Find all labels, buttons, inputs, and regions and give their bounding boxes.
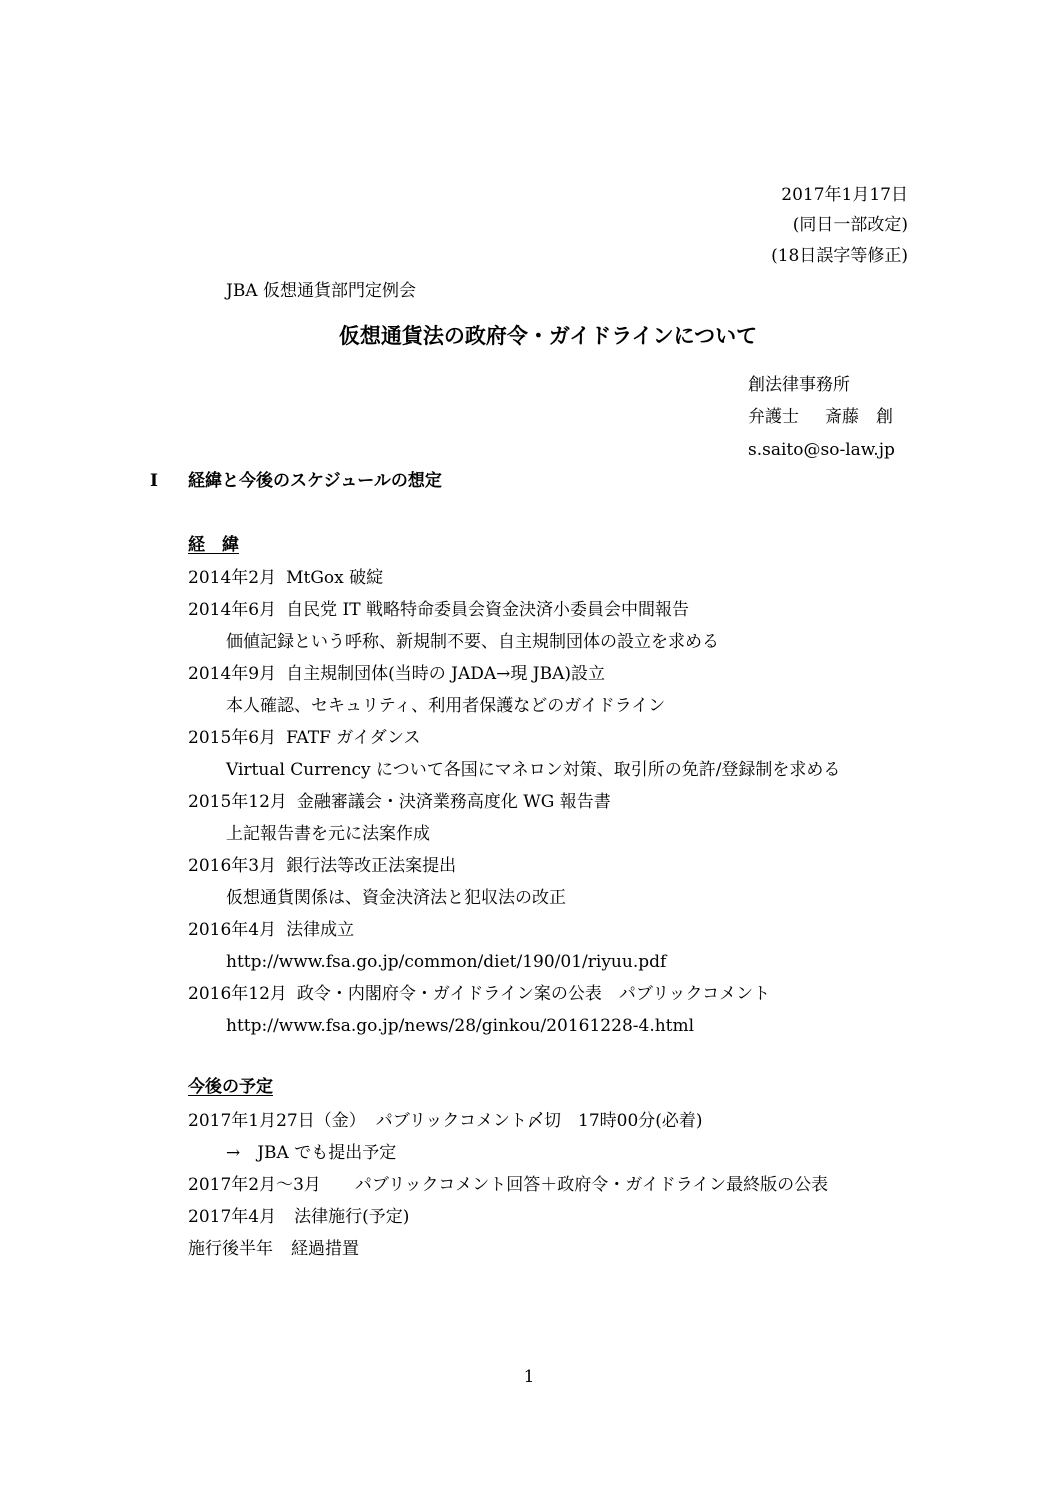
entry-date: 2014年9月 bbox=[188, 664, 277, 684]
document-title: 仮想通貨法の政府令・ガイドラインについて bbox=[338, 323, 758, 348]
entry-note: 価値記録という呼称、新規制不要、自主規制団体の設立を求める bbox=[226, 632, 719, 652]
entry-text: 経過措置 bbox=[291, 1239, 359, 1259]
entry-link[interactable]: http://www.fsa.go.jp/news/28/ginkou/20161228-4.html bbox=[226, 1016, 695, 1036]
entry-date: 2015年6月 bbox=[188, 728, 277, 748]
entry-text: パブリックコメント回答＋政府令・ガイドライン最終版の公表 bbox=[354, 1175, 829, 1195]
history-entry bbox=[188, 567, 383, 589]
section-numeral: I bbox=[150, 471, 158, 491]
schedule-entry bbox=[188, 1238, 359, 1260]
entry-date: 2017年1月27日（金） bbox=[188, 1111, 366, 1131]
entry-text: 銀行法等改正法案提出 bbox=[286, 856, 457, 876]
law-firm: 創法律事務所 bbox=[748, 375, 850, 395]
entry-date: 施行後半年 bbox=[188, 1239, 273, 1259]
meeting-name: JBA 仮想通貨部門定例会 bbox=[226, 281, 416, 301]
schedule-heading: 今後の予定 bbox=[188, 1077, 273, 1097]
entry-text: 政令・内閣府令・ガイドライン案の公表 パブリックコメント bbox=[296, 984, 771, 1004]
page-number: 1 bbox=[523, 1367, 535, 1387]
section-1-heading bbox=[150, 470, 442, 492]
entry-note: → JBA でも提出予定 bbox=[226, 1143, 397, 1163]
entry-date: 2014年6月 bbox=[188, 600, 277, 620]
section-title: 経緯と今後のスケジュールの想定 bbox=[187, 471, 442, 491]
entry-date: 2017年4月 bbox=[188, 1207, 277, 1227]
history-entry bbox=[188, 791, 611, 813]
entry-date: 2016年12月 bbox=[188, 984, 287, 1004]
entry-date: 2016年4月 bbox=[188, 920, 277, 940]
document-date: 2017年1月17日 bbox=[781, 185, 908, 205]
schedule-entry bbox=[188, 1206, 409, 1228]
author-role: 弁護士 bbox=[748, 407, 799, 427]
entry-text: MtGox 破綻 bbox=[286, 568, 384, 588]
entry-text: 自民党 IT 戦略特命委員会資金決済小委員会中間報告 bbox=[286, 600, 689, 620]
history-entry bbox=[188, 663, 605, 685]
author-name: 斎藤 創 bbox=[825, 407, 893, 427]
entry-note: 本人確認、セキュリティ、利用者保護などのガイドライン bbox=[226, 696, 666, 716]
author-email: s.saito@so-law.jp bbox=[748, 440, 895, 460]
entry-text: 自主規制団体(当時の JADA→現 JBA)設立 bbox=[286, 664, 605, 684]
history-heading: 経 緯 bbox=[188, 535, 239, 555]
revision-note-1: (同日一部改定) bbox=[792, 215, 908, 235]
history-entry bbox=[188, 855, 456, 877]
entry-note: Virtual Currency について各国にマネロン対策、取引所の免許/登録制を求める bbox=[226, 760, 841, 780]
author-line bbox=[748, 406, 893, 428]
entry-date: 2017年2月～3月 bbox=[188, 1175, 321, 1195]
entry-text: 法律成立 bbox=[286, 920, 355, 940]
entry-text: 金融審議会・決済業務高度化 WG 報告書 bbox=[296, 792, 611, 812]
entry-text: パブリックコメント〆切 17時00分(必着) bbox=[375, 1111, 703, 1131]
entry-note: 仮想通貨関係は、資金決済法と犯収法の改正 bbox=[226, 888, 566, 908]
revision-note-2: (18日誤字等修正) bbox=[771, 246, 908, 266]
entry-link[interactable]: http://www.fsa.go.jp/common/diet/190/01/riyuu.pdf bbox=[226, 952, 667, 972]
entry-date: 2015年12月 bbox=[188, 792, 287, 812]
schedule-entry bbox=[188, 1110, 703, 1132]
entry-note: 上記報告書を元に法案作成 bbox=[226, 824, 430, 844]
history-entry bbox=[188, 727, 420, 749]
entry-text: 法律施行(予定) bbox=[294, 1207, 410, 1227]
history-entry bbox=[188, 983, 770, 1005]
schedule-entry bbox=[188, 1174, 828, 1196]
history-entry bbox=[188, 599, 689, 621]
history-entry bbox=[188, 919, 354, 941]
entry-date: 2014年2月 bbox=[188, 568, 277, 588]
entry-date: 2016年3月 bbox=[188, 856, 277, 876]
entry-text: FATF ガイダンス bbox=[286, 728, 421, 748]
